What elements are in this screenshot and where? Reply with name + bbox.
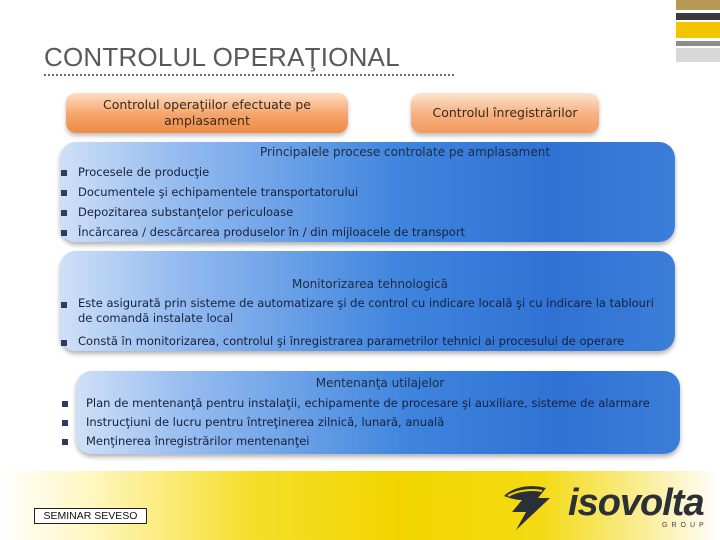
- list-item: Încărcarea / descărcarea produselor în / din mijloacele de transport: [78, 225, 466, 239]
- tab-records-control-label: Controlul înregistrărilor: [432, 105, 578, 120]
- list-item: Este asigurată prin sisteme de automatizare şi de control cu indicare locală şi cu indicare la tablouri de comandă instalate local: [78, 296, 654, 325]
- list-item: Documentele şi echipamentele transportatorului: [78, 185, 359, 199]
- list-item: Instrucţiuni de lucru pentru întreţinerea zilnică, lunară, anuală: [86, 415, 445, 429]
- bullet-icon: [61, 190, 67, 196]
- tab-operations-control[interactable]: [66, 93, 348, 133]
- panel-main-processes-title: Principalele procese controlate pe amplasament: [259, 145, 551, 159]
- list-item: Depozitarea substanţelor periculoase: [78, 205, 294, 219]
- bullet-icon: [62, 401, 68, 407]
- tab-records-control[interactable]: [411, 93, 599, 133]
- panel-technological-monitoring-title: Monitorizarea tehnologică: [291, 277, 449, 291]
- bullet-icon: [61, 302, 67, 308]
- bullet-icon: [61, 210, 67, 216]
- brand-logo: isovolta: [568, 482, 704, 524]
- page-title: CONTROLUL OPERAŢIONAL: [44, 40, 454, 76]
- seminar-label: SEMINAR SEVESO: [34, 508, 147, 524]
- bullet-icon: [61, 340, 67, 346]
- tab-operations-control-label: Controlul operaţiilor efectuate pe amplasament: [102, 97, 312, 128]
- corner-stripes-decoration: [676, 0, 720, 62]
- list-item: Procesele de producţie: [78, 165, 210, 179]
- list-item: Plan de mentenanţă pentru instalaţii, echipamente de procesare şi auxiliare, sisteme de alarmare: [86, 396, 650, 410]
- bullet-icon: [61, 230, 67, 236]
- list-item: Menţinerea înregistrărilor mentenanţei: [86, 434, 310, 448]
- bullet-icon: [62, 420, 68, 426]
- bullet-icon: [62, 439, 68, 445]
- isovolta-bolt-logo-icon: [498, 482, 560, 534]
- brand-subtitle: GROUP: [662, 522, 708, 529]
- list-item: Constă în monitorizarea, controlul şi înregistrarea parametrilor tehnici ai procesului de operare: [78, 334, 625, 348]
- bullet-icon: [61, 170, 67, 176]
- panel-equipment-maintenance-title: Mentenanţa utilajelor: [315, 376, 445, 390]
